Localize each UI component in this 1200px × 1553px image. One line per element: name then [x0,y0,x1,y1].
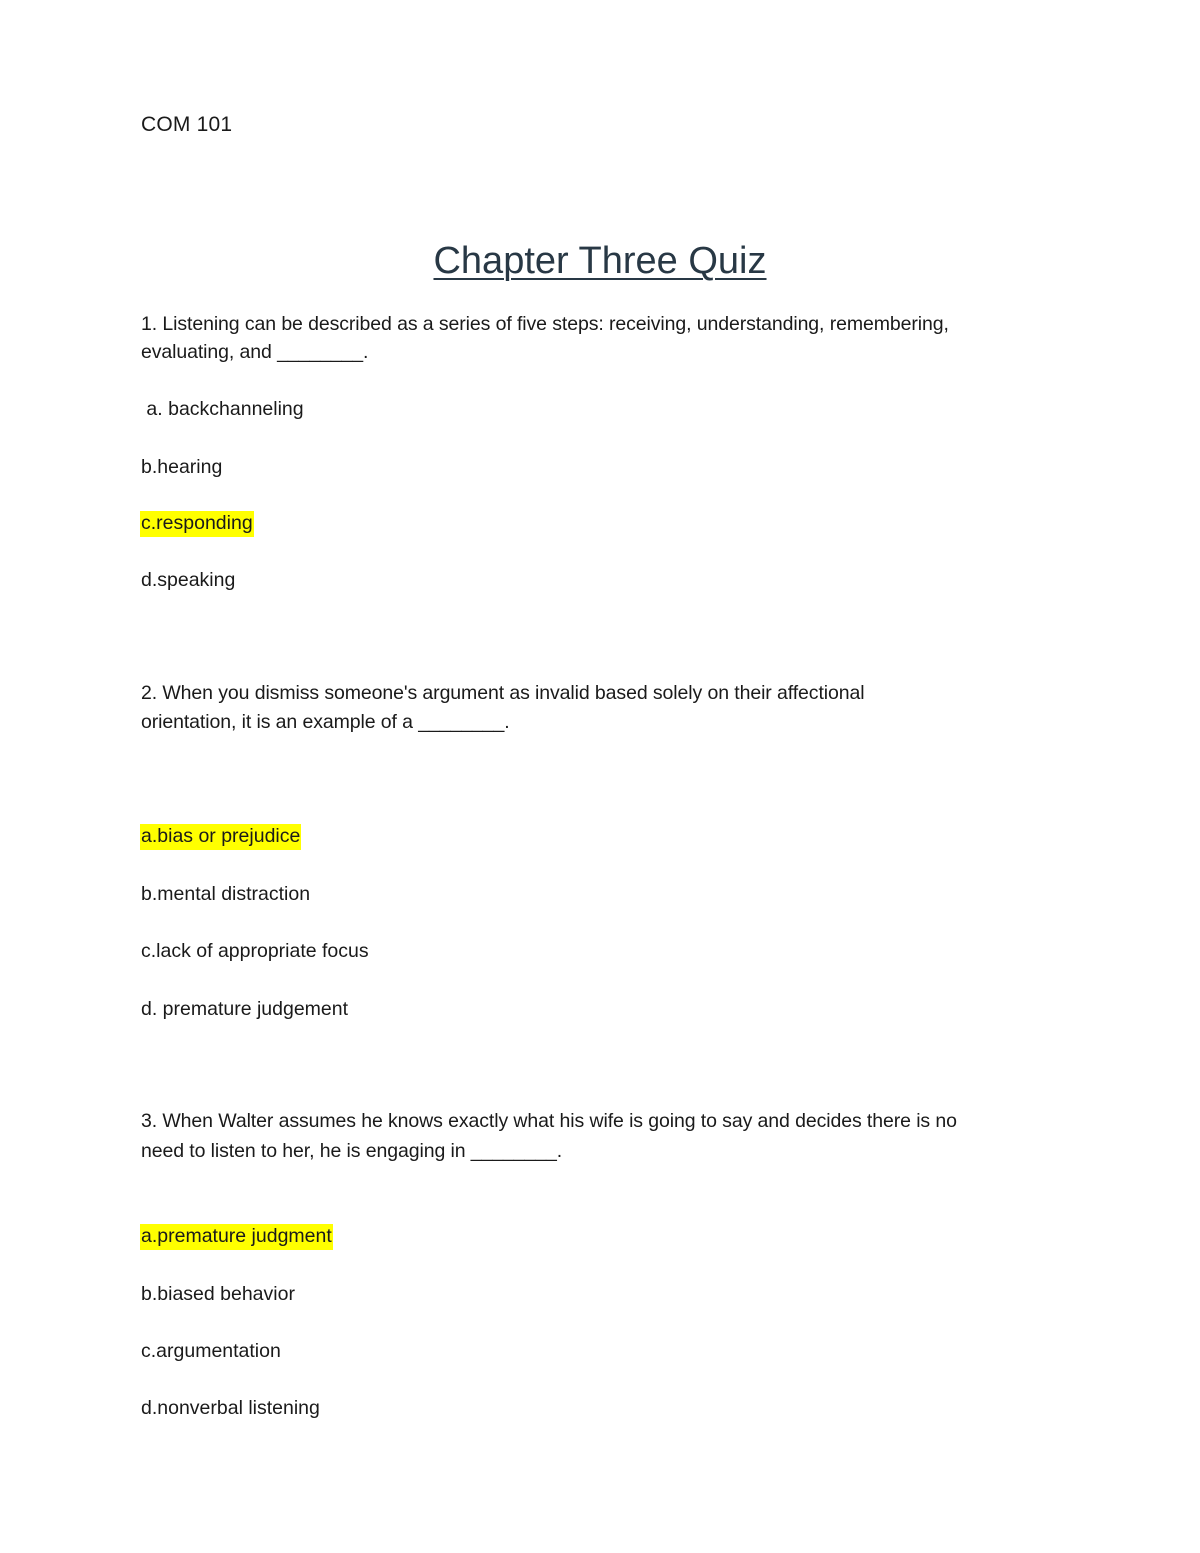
question-text-line: 1. Listening can be described as a series of five steps: receiving, understanding, remembering, [141,313,949,335]
question-text-line: 3. When Walter assumes he knows exactly what his wife is going to say and decides there is no [141,1110,957,1132]
answer-option: b.hearing [141,456,223,478]
answer-option: d. premature judgement [141,998,349,1020]
answer-option: b.mental distraction [141,883,311,905]
answer-option-correct: a.bias or prejudice [140,824,301,850]
answer-option: b.biased behavior [141,1283,295,1305]
question-text-line: orientation, it is an example of a ________. [141,711,510,733]
answer-option: d.speaking [141,569,236,591]
page-title: Chapter Three Quiz [433,240,767,282]
answer-option-correct: a.premature judgment [140,1224,333,1250]
answer-option: c.lack of appropriate focus [141,940,369,962]
answer-option: a. backchanneling [141,398,304,420]
question-text-line: 2. When you dismiss someone's argument as invalid based solely on their affectional [141,682,865,704]
answer-option-correct: c.responding [140,511,254,537]
answer-option: d.nonverbal listening [141,1397,320,1419]
answer-option: c.argumentation [141,1340,281,1362]
course-code: COM 101 [141,113,233,136]
question-text-line: need to listen to her, he is engaging in ________. [141,1140,563,1162]
question-text-line: evaluating, and ________. [141,341,369,363]
